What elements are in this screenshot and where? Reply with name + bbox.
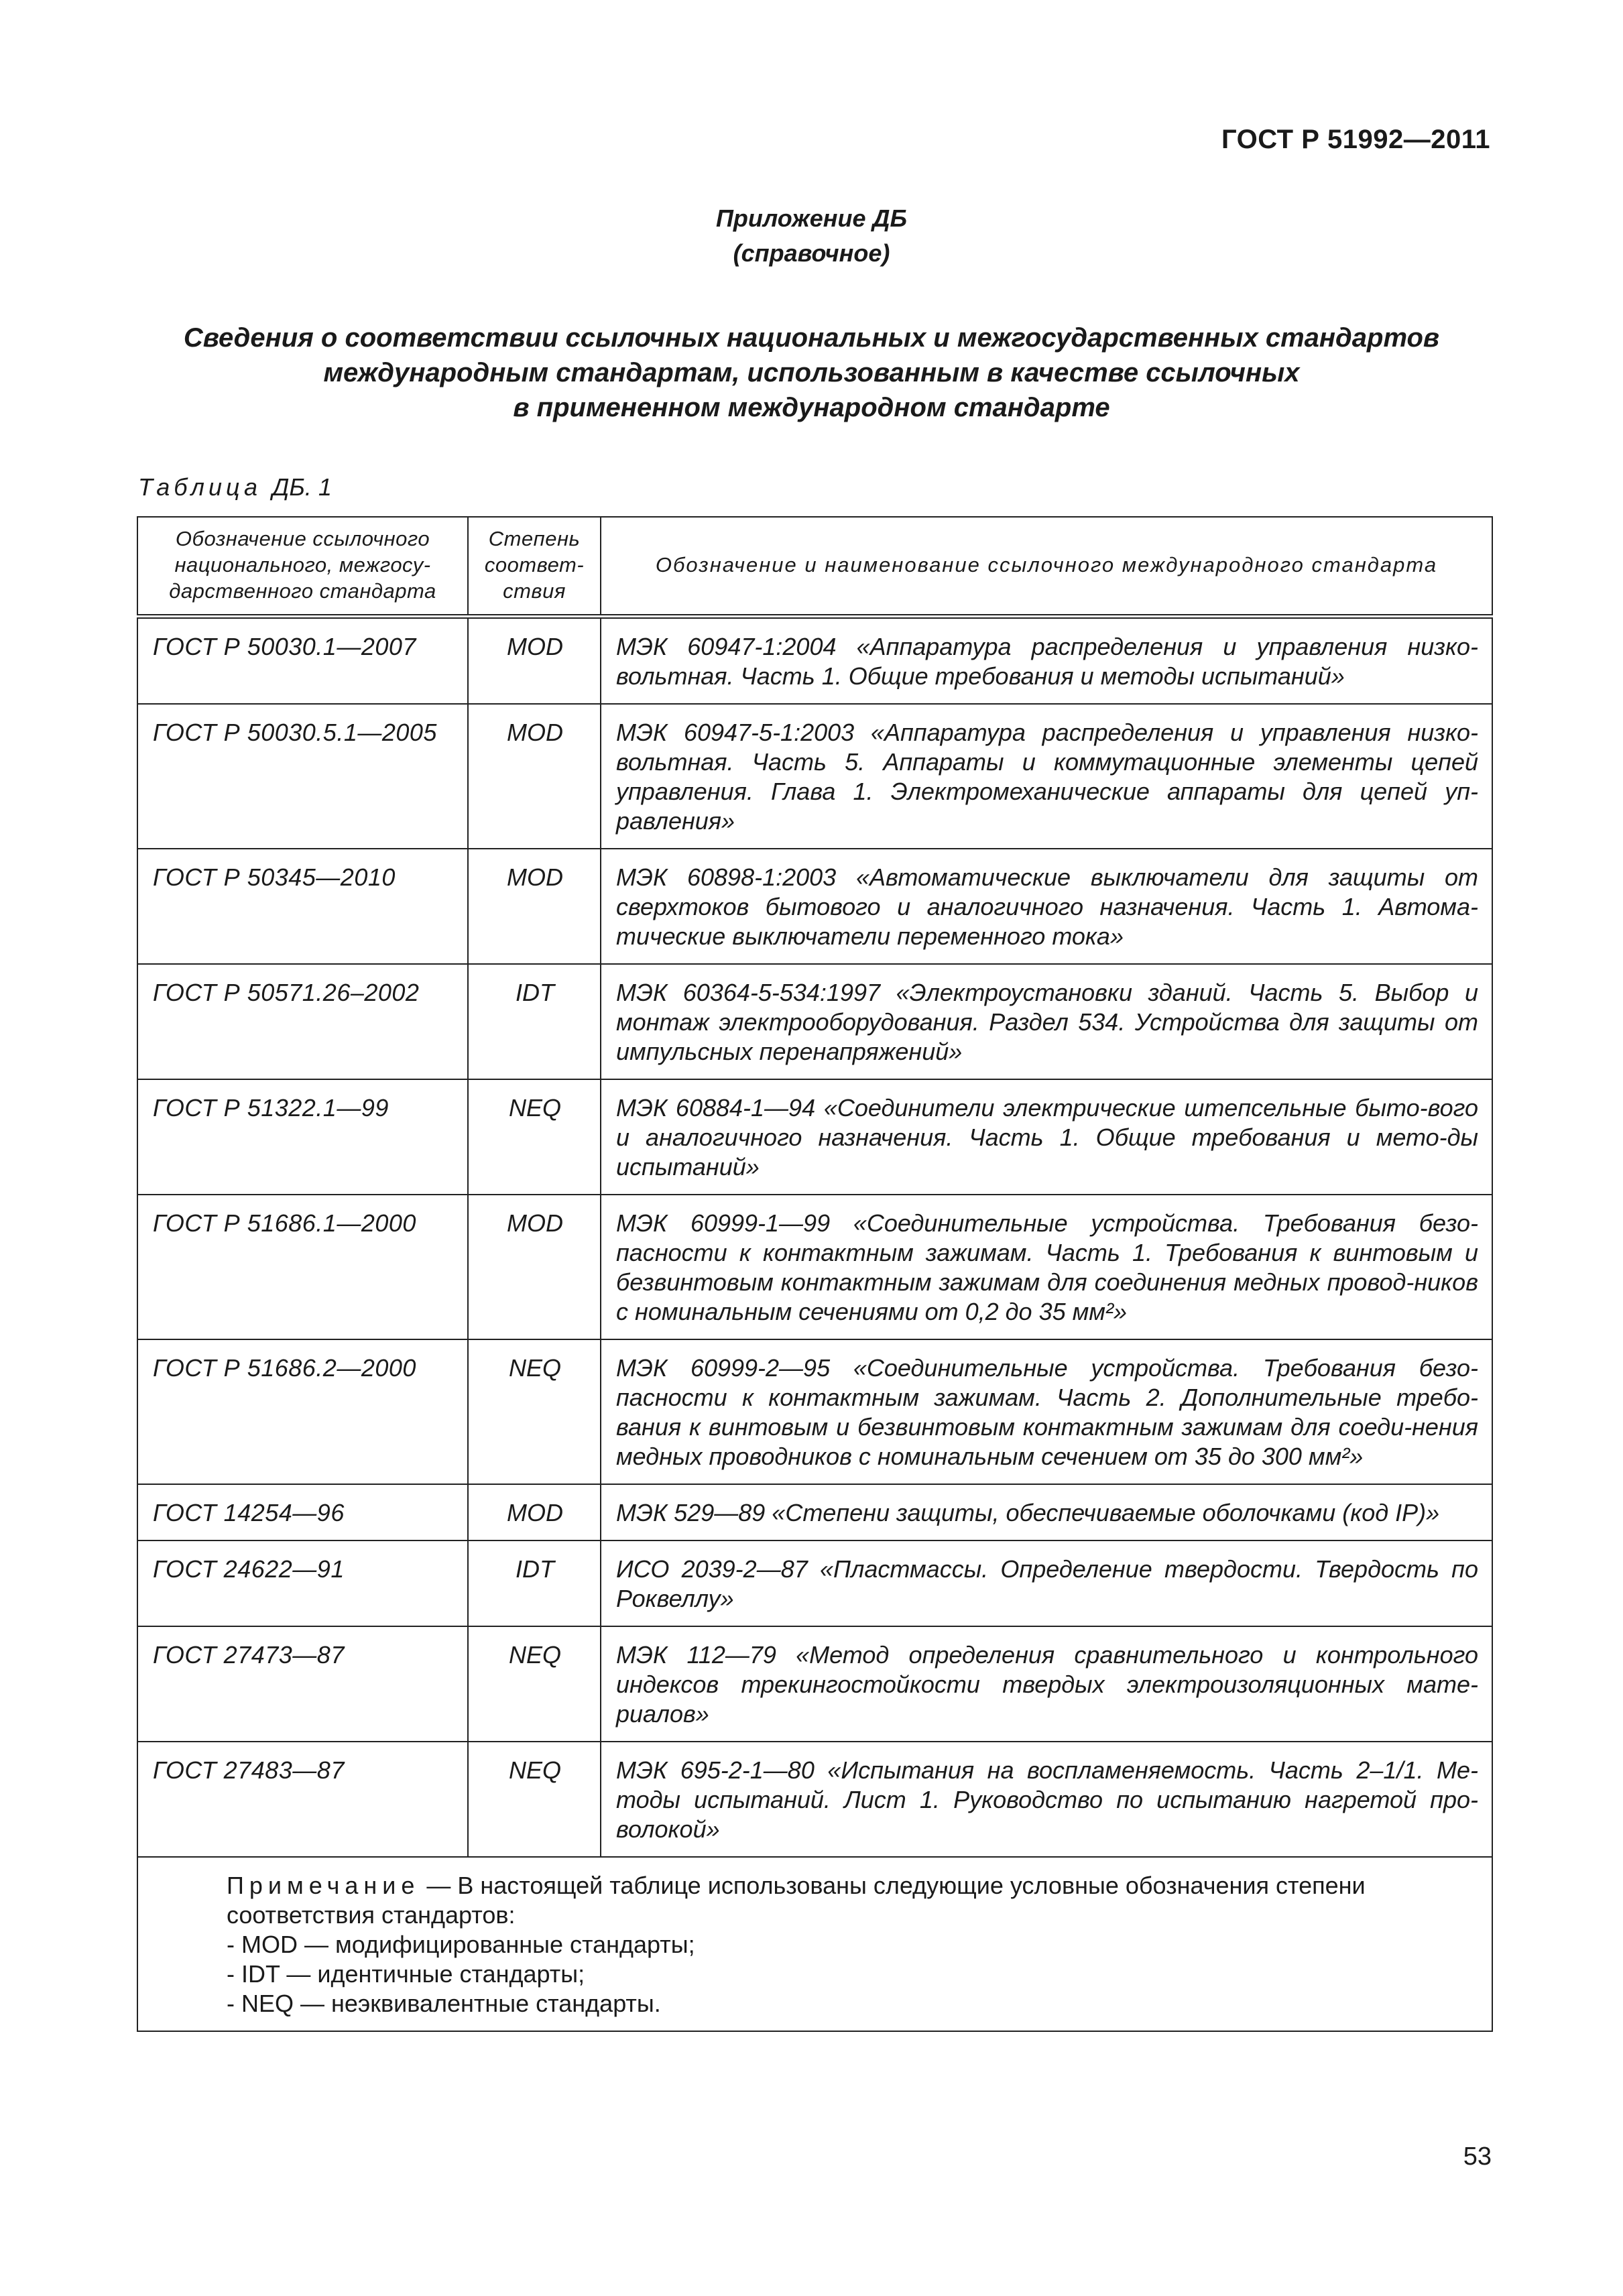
degree-cell: IDT bbox=[468, 964, 601, 1079]
national-code-cell: ГОСТ Р 51686.2—2000 bbox=[137, 1339, 468, 1484]
section-title bbox=[0, 320, 1623, 425]
note-label: Примечание bbox=[227, 1872, 420, 1899]
degree-cell: IDT bbox=[468, 1540, 601, 1626]
degree-cell: NEQ bbox=[468, 1339, 601, 1484]
table-row bbox=[137, 1540, 1492, 1626]
degree-cell: NEQ bbox=[468, 1079, 601, 1195]
international-standard-cell: МЭК 60884-1—94 «Соединители электрические штепсельные быто-вого и аналогичного назначения. Часть 1. Общие требования и мето-ды испытаний» bbox=[601, 1079, 1492, 1195]
national-code-cell: ГОСТ 14254—96 bbox=[137, 1484, 468, 1540]
national-code-cell: ГОСТ 24622—91 bbox=[137, 1540, 468, 1626]
degree-cell: MOD bbox=[468, 704, 601, 849]
table-caption-label: Таблица bbox=[138, 473, 262, 501]
international-standard-cell: МЭК 60364-5-534:1997 «Электроустановки зданий. Часть 5. Выбор и монтаж электрооборудования. Раздел 534. Устройства для защиты от импульсных перенапряжений» bbox=[601, 964, 1492, 1079]
title-line-3: в примененном международном стандарте bbox=[513, 393, 1110, 422]
table-row bbox=[137, 849, 1492, 964]
table-note bbox=[137, 1857, 1492, 2031]
degree-cell: MOD bbox=[468, 1484, 601, 1540]
international-standard-cell: МЭК 529—89 «Степени защиты, обеспечиваемые оболочками (код IP)» bbox=[601, 1484, 1492, 1540]
national-code-cell: ГОСТ Р 50030.5.1—2005 bbox=[137, 704, 468, 849]
international-standard-cell: МЭК 695-2-1—80 «Испытания на воспламеняемость. Часть 2–1/1. Ме-тоды испытаний. Лист 1. Руководство по испытанию нагретой про-волокой» bbox=[601, 1742, 1492, 1857]
header-international: Обозначение и наименование ссылочного международного стандарта bbox=[601, 517, 1492, 617]
degree-cell: NEQ bbox=[468, 1626, 601, 1742]
table-row bbox=[137, 1742, 1492, 1857]
international-standard-cell: МЭК 60947-1:2004 «Аппаратура распределения и управления низко-вольтная. Часть 1. Общие требования и методы испытаний» bbox=[601, 617, 1492, 705]
table-caption bbox=[138, 473, 332, 501]
degree-cell: MOD bbox=[468, 849, 601, 964]
international-standard-cell: МЭК 60999-2—95 «Соединительные устройства. Требования безо-пасности к контактным зажимам. Часть 2. Дополнительные требо-вания к винтовым и безвинтовым контактным зажимам для соеди-нения медных проводников с номинальным сечением от 35 до 300 мм²» bbox=[601, 1339, 1492, 1484]
note-item-neq: - NEQ — неэквивалентные стандарты. bbox=[227, 1990, 661, 2017]
title-line-2: международным стандартам, использованным в качестве ссылочных bbox=[323, 358, 1300, 387]
national-code-cell: ГОСТ 27483—87 bbox=[137, 1742, 468, 1857]
table-row bbox=[137, 704, 1492, 849]
national-code-cell: ГОСТ Р 50571.26–2002 bbox=[137, 964, 468, 1079]
table-header-row bbox=[137, 517, 1492, 617]
table-row bbox=[137, 964, 1492, 1079]
table-row bbox=[137, 1079, 1492, 1195]
international-standard-cell: ИСО 2039-2—87 «Пластмассы. Определение твердости. Твердость по Роквеллу» bbox=[601, 1540, 1492, 1626]
note-text: — В настоящей таблице использованы следующие условные обозначения степени соответствия стандартов: bbox=[227, 1872, 1366, 1929]
degree-cell: NEQ bbox=[468, 1742, 601, 1857]
national-code-cell: ГОСТ Р 50030.1—2007 bbox=[137, 617, 468, 705]
table-row bbox=[137, 1626, 1492, 1742]
international-standard-cell: МЭК 60947-5-1:2003 «Аппаратура распределения и управления низко-вольтная. Часть 5. Аппараты и коммутационные элементы цепей управления. Глава 1. Электромеханические аппараты для цепей уп-равления» bbox=[601, 704, 1492, 849]
table-row bbox=[137, 1484, 1492, 1540]
header-national-code: Обозначение ссылочного национального, межгосу-дарственного стандарта bbox=[137, 517, 468, 617]
standards-table bbox=[137, 516, 1493, 2032]
note-item-mod: - MOD — модифицированные стандарты; bbox=[227, 1931, 695, 1958]
annex-kind: (справочное) bbox=[733, 239, 890, 267]
table-caption-number: ДБ. 1 bbox=[272, 473, 332, 501]
title-line-1: Сведения о соответствии ссылочных национальных и межгосударственных стандартов bbox=[183, 323, 1440, 353]
note-lead bbox=[153, 1871, 1478, 1930]
table-row bbox=[137, 617, 1492, 705]
header-degree: Степень соответ-ствия bbox=[468, 517, 601, 617]
table-row bbox=[137, 1339, 1492, 1484]
document-code: ГОСТ Р 51992—2011 bbox=[1221, 125, 1490, 154]
national-code-cell: ГОСТ Р 50345—2010 bbox=[137, 849, 468, 964]
national-code-cell: ГОСТ Р 51322.1—99 bbox=[137, 1079, 468, 1195]
international-standard-cell: МЭК 60999-1—99 «Соединительные устройства. Требования безо-пасности к контактным зажимам. Часть 1. Требования к винтовым и безвинтовым контактным зажимам для соединения медных провод-ников с номинальным сечениями от 0,2 до 35 мм²» bbox=[601, 1195, 1492, 1339]
table-note-row bbox=[137, 1857, 1492, 2031]
degree-cell: MOD bbox=[468, 617, 601, 705]
annex-heading bbox=[0, 201, 1623, 271]
international-standard-cell: МЭК 112—79 «Метод определения сравнительного и контрольного индексов трекингостойкости твердых электроизоляционных мате-риалов» bbox=[601, 1626, 1492, 1742]
table-row bbox=[137, 1195, 1492, 1339]
degree-cell: MOD bbox=[468, 1195, 601, 1339]
annex-label: Приложение ДБ bbox=[715, 204, 908, 232]
national-code-cell: ГОСТ 27473—87 bbox=[137, 1626, 468, 1742]
national-code-cell: ГОСТ Р 51686.1—2000 bbox=[137, 1195, 468, 1339]
page-number: 53 bbox=[1463, 2142, 1492, 2171]
note-item-idt: - IDT — идентичные стандарты; bbox=[227, 1960, 585, 1988]
international-standard-cell: МЭК 60898-1:2003 «Автоматические выключатели для защиты от сверхтоков бытового и аналогичного назначения. Часть 1. Автома-тические выключатели переменного тока» bbox=[601, 849, 1492, 964]
